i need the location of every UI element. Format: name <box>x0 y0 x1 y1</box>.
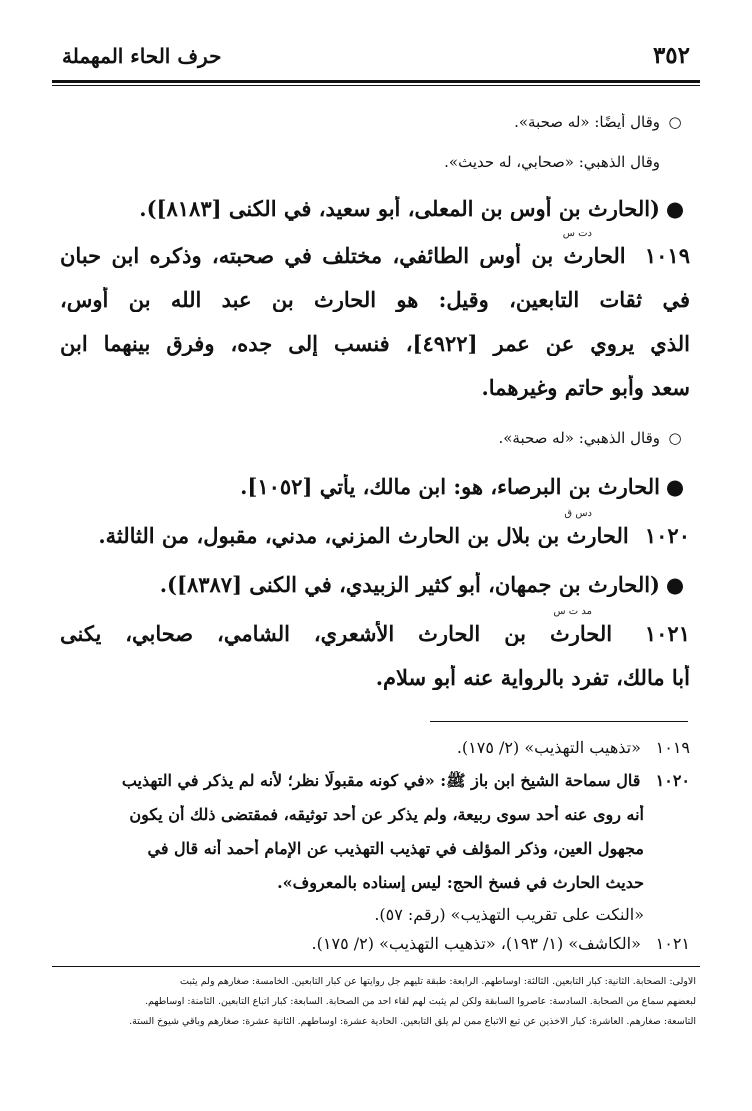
page-number: ٣٥٢ <box>652 42 690 69</box>
footnote-line: «النكت على تقريب التهذيب» (رقم: ٥٧). <box>374 905 644 924</box>
entry-number: ١٠٢٠ <box>644 523 690 548</box>
entry-1019-line: ١٠١٩ الحارث بن أوس الطائفي، مختلف في صحبته، وذكره ابن حبان <box>60 243 690 268</box>
filled-circle-marker: ● <box>665 474 685 499</box>
running-title: حرف الحاء المهملة <box>62 44 222 68</box>
entry-line: في ثقات التابعين، وقيل: هو الحارث بن عبد الله بن أوس، <box>60 287 690 312</box>
sigla: دس ق <box>564 508 592 519</box>
footnote-line: حديث الحارث في فسخ الحج: ليس إسناده بالمعروف». <box>277 873 644 892</box>
sigla: دت س <box>562 228 592 239</box>
entry-line: الذي يروي عن عمر [٤٩٢٢]، فنسب إلى جده، وفرق بينهما ابن <box>60 331 690 356</box>
footnote-number: ١٠٢٠ <box>655 771 690 790</box>
entry-1020-line: ١٠٢٠ الحارث بن بلال بن الحارث المزني، مدني، مقبول، من الثالثة. <box>98 523 690 548</box>
note-line: ○وقال أيضًا: «له صحبة». <box>60 113 690 131</box>
entry-number: ١٠٢١ <box>644 621 690 646</box>
legend-line: الأولى: الصحابة. الثانية: كبار التابعين. الثالثة: أوساطهم. الرابعة: طبقة تليهم جل روايتها عن كبار التابعين. الخامسة: صغارهم ولم يثبت <box>180 977 696 987</box>
footnote-separator <box>430 721 688 722</box>
cross-reference-line: ●الحارث بن البرصاء، هو: ابن مالك، يأتي [١٠٥٢]. <box>60 474 690 499</box>
legend-line: التاسعة: صغارهم. العاشرة: كبار الآخذين عن تبع الأتباع ممن لم يلق التابعين. الحادية عشرة: أوساطهم. الثانية عشرة: صغارهم وباقي شيوخ الستة. <box>129 1017 696 1027</box>
note-line: ○وقال الذهبي: «له صحبة». <box>60 429 690 447</box>
legend-separator <box>52 966 700 967</box>
cross-reference-line: ●(الحارث بن أوس بن المعلى، أبو سعيد، في الكنى [٨١٨٣]). <box>60 196 690 221</box>
header-rule-thin <box>52 85 700 86</box>
filled-circle-marker: ● <box>665 196 685 221</box>
note-line: وقال الذهبي: «صحابي، له حديث». <box>444 153 660 171</box>
legend-line: لبعضهم سماع من الصحابة. السادسة: عاصروا السابقة ولكن لم يثبت لهم لقاء أحد من الصحابة. السابعة: كبار أتباع التابعين. الثامنة: أوساطهم. <box>145 997 696 1007</box>
footnote-line: أنه روى عنه أحد سوى ربيعة، ولم يذكر عن أحد توثيقه، فمقتضى ذلك أن يكون <box>129 805 644 824</box>
footnote-1020: ١٠٢٠ قال سماحة الشيخ ابن باز ﷺ: «في كونه مقبولًا نظر؛ لأنه لم يذكر في التهذيب <box>121 771 690 790</box>
footnote-number: ١٠١٩ <box>655 738 690 757</box>
entry-number: ١٠١٩ <box>644 243 690 268</box>
header-rule-thick <box>52 80 700 83</box>
hollow-circle-marker: ○ <box>668 113 682 131</box>
footnote-1019: ١٠١٩ «تذهيب التهذيب» (٢/ ١٧٥). <box>456 738 690 757</box>
hollow-circle-marker: ○ <box>668 429 682 447</box>
entry-line: سعد وأبو حاتم وغيرهما. <box>481 375 690 400</box>
sigla: مد ت س <box>553 606 592 617</box>
entry-1021-line: ١٠٢١ الحارث بن الحارث الأشعري، الشامي، صحابي، يكنى <box>60 621 690 646</box>
footnote-1021: ١٠٢١ «الكاشف» (١/ ١٩٣)، «تذهيب التهذيب» (٢/ ١٧٥). <box>311 934 690 953</box>
cross-reference-line: ●(الحارث بن جمهان، أبو كثير الزبيدي، في الكنى [٨٣٨٧]). <box>60 572 690 597</box>
filled-circle-marker: ● <box>665 572 685 597</box>
entry-line: أبا مالك، تفرد بالرواية عنه أبو سلام. <box>375 665 690 690</box>
footnote-number: ١٠٢١ <box>655 934 690 953</box>
page-header <box>52 42 700 78</box>
footnote-line: مجهول العين، وذكر المؤلف في تهذيب التهذيب عن الإمام أحمد أنه قال في <box>147 839 644 858</box>
